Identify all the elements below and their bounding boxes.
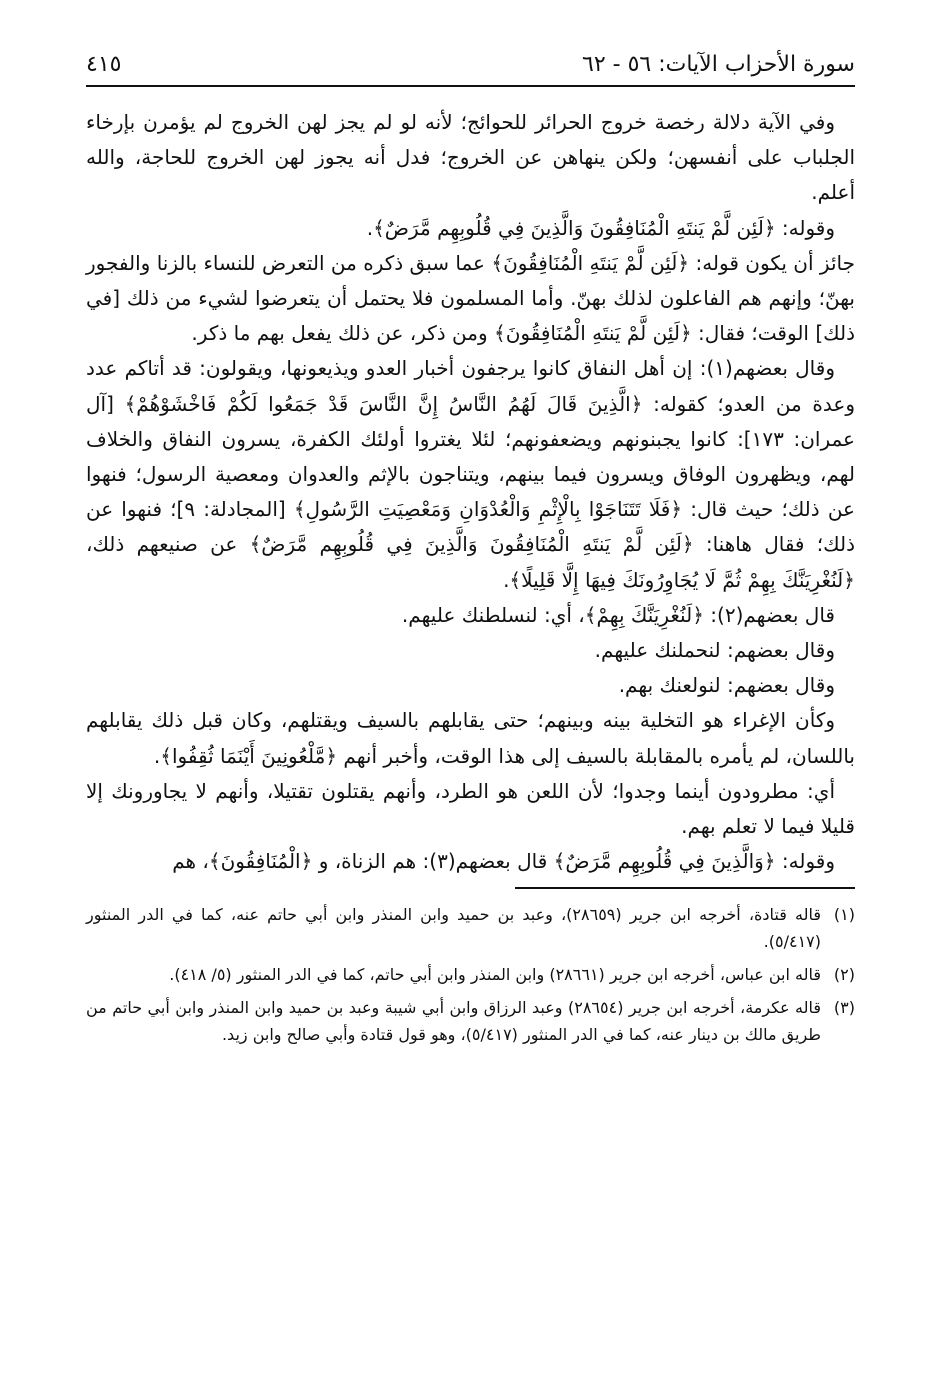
page-number: ٤١٥ [86,52,122,77]
paragraph: أي: مطرودون أينما وجدوا؛ لأن اللعن هو الطرد، وأنهم يقتلون تقتيلا، وأنهم لا يجاورونك إلا قليلا فيما لا تعلم بهم. [86,778,855,839]
footnote-text: قاله ابن عباس، أخرجه ابن جرير (٢٨٦٦١) وابن المنذر وابن أبي حاتم، كما في الدر المنثور (٥/ ٤١٨). [169,965,821,985]
paragraph: وفي الآية دلالة رخصة خروج الحرائر للحوائج؛ لأنه لو لم يجز لهن الخروج لم يؤمرن بإرخاء الجلباب على أنفسهن؛ ولكن ينهاهن عن الخروج؛ فدل أنه يجوز لهن الخروج للحاجة، والله أعلم. [86,110,855,205]
running-header [86,52,855,87]
footnote-number: (١) [833,905,855,925]
footnote-number: (٣) [833,998,855,1018]
footnote-text: قاله قتادة، أخرجه ابن جرير (٢٨٦٥٩)، وعبد بن حميد وابن المنذر وابن أبي حاتم عنه، كما في الدر المنثور (٥/٤١٧). [86,905,822,952]
paragraph: وقوله: ﴿وَالَّذِينَ فِي قُلُوبِهِم مَّرَضٌ﴾ قال بعضهم(٣): هم الزناة، و ﴿الْمُنَافِقُونَ﴾، هم [172,849,835,874]
footnote [86,994,855,1048]
footnote [86,961,855,988]
footnote-separator [515,887,855,889]
footnote-text: قاله عكرمة، أخرجه ابن جرير (٢٨٦٥٤) وعبد الرزاق وابن أبي شيبة وعبد بن حميد وابن المنذر وابن أبي حاتم من طريق مالك بن دينار عنه، كما في الدر المنثور (٥/٤١٧)، وهو قول قتادة وأبي صالح وابن زيد. [86,998,822,1045]
surah-title: سورة الأحزاب الآيات: ٥٦ - ٦٢ [582,52,855,77]
paragraph: وقال بعضهم: لنولعنك بهم. [618,673,835,698]
footnote-number: (٢) [833,965,855,985]
footnote [86,901,855,955]
paragraph: قال بعضهم(٢): ﴿لَنُغْرِيَنَّكَ بِهِمْ﴾، أي: لنسلطنك عليهم. [401,602,835,627]
paragraph: وكأن الإغراء هو التخلية بينه وبينهم؛ حتى يقابلهم بالسيف ويقتلهم، وكان قبل ذلك يقابلهم باللسان، لم يأمره بالمقابلة بالسيف إلى هذا الوقت، وأخبر أنهم ﴿مَّلْعُونِينَ أَيْنَمَا ثُقِفُوا﴾. [86,708,855,768]
paragraph: وقال بعضهم: لنحملنك عليهم. [594,638,835,663]
paragraph: وقوله: ﴿لَئِن لَّمْ يَنتَهِ الْمُنَافِقُونَ وَالَّذِينَ فِي قُلُوبِهِم مَّرَضٌ﴾. [366,215,835,240]
footnotes [86,901,855,1048]
main-text [86,105,855,879]
paragraph: جائز أن يكون قوله: ﴿لَئِن لَّمْ يَنتَهِ الْمُنَافِقُونَ﴾ عما سبق ذكره من التعرض للنساء بالزنا والفجور بهنّ؛ وإنهم هم الفاعلون لذلك بهنّ. وأما المسلمون فلا يحتمل أن يتعرضوا لشيء من ذلك [في ذلك] الوقت؛ فقال: ﴿لَئِن لَّمْ يَنتَهِ الْمُنَافِقُونَ﴾ ومن ذكر، عن ذلك يفعل بهم ما ذكر. [86,250,855,346]
paragraph: وقال بعضهم(١): إن أهل النفاق كانوا يرجفون أخبار العدو ويذيعونها، ويقولون: قد أتاكم عدد وعدة من العدو؛ كقوله: ﴿الَّذِينَ قَالَ لَهُمُ النَّاسُ إِنَّ النَّاسَ قَدْ جَمَعُوا لَكُمْ فَاخْشَوْهُمْ﴾ [آل عمران: ١٧٣]: كانوا يجبنونهم ويضعفونهم؛ لئلا يغتروا أولئك الكفرة، يسرون النفاق والخلاف لهم، ويظهرون الوفاق ويسرون فيما بينهم، ويتناجون بالإثم والعدوان ومعصية الرسول؛ فنهوا عن ذلك؛ حيث قال: ﴿فَلَا تَتَنَاجَوْا بِالْإِثْمِ وَالْعُدْوَانِ وَمَعْصِيَتِ الرَّسُولِ﴾ [المجادلة: ٩]؛ فنهوا عن ذلك؛ فقال هاهنا: ﴿لَئِن لَّمْ يَنتَهِ الْمُنَافِقُونَ وَالَّذِينَ فِي قُلُوبِهِم مَّرَضٌ﴾ عن صنيعهم ذلك، ﴿لَنُغْرِيَنَّكَ بِهِمْ ثُمَّ لَا يُجَاوِرُونَكَ فِيهَا إِلَّا قَلِيلًا﴾. [86,356,855,592]
